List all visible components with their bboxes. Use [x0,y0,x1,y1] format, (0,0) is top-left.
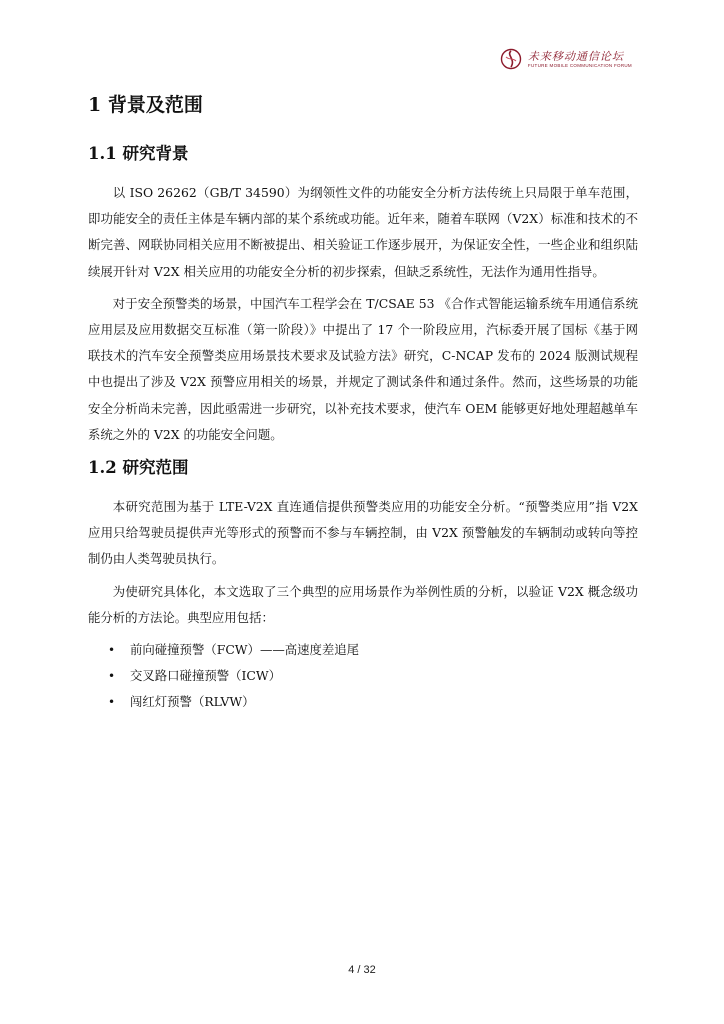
bullet-icon: • [108,643,116,658]
list-item-text: 闯红灯预警（RLVW） [130,694,255,710]
list-item [88,663,638,689]
logo-english-name: FUTURE MOBILE COMMUNICATION FORUM [527,62,632,68]
scope-paragraph-1: 本研究范围为基于 LTE-V2X 直连通信提供预警类应用的功能安全分析。“预警类应用”指 V2X 应用只给驾驶员提供声光等形式的预警而不参与车辆控制，由 V2X 预警触发的车辆制动或转向等控制仍由人类驾驶员执行。 [88,499,638,567]
forum-logo [500,48,632,70]
list-item-text: 前向碰撞预警（FCW）——高速度差追尾 [130,642,360,658]
typical-applications-list [88,637,638,715]
background-paragraph-2: 对于安全预警类的场景，中国汽车工程学会在 T/CSAE 53 《合作式智能运输系统车用通信系统应用层及应用数据交互标准（第一阶段）》中提出了 17 个一阶段应用，汽标委开展了国标《基于网联技术的汽车安全预警类应用场景技术要求及试验方法》研究，C-NCAP 发布的 2024 版测试规程中也提出了涉及 V2X 预警应用相关的场景，并规定了测试条件和通过条件。然而，这些场景的功能安全分析尚未完善，因此亟需进一步研究，以补充技术要求，使汽车 OEM 能够更好地处理超越单车系统之外的 V2X 的功能安全问题。 [88,295,638,442]
bullet-icon: • [108,669,116,684]
forum-logo-icon [500,48,522,70]
list-item-text: 交叉路口碰撞预警（ICW） [130,668,282,684]
scope-paragraph-2: 为使研究具体化，本文选取了三个典型的应用场景作为举例性质的分析，以验证 V2X 概念级功能分析的方法论。典型应用包括： [88,583,638,625]
list-item [88,637,638,663]
section-title: 1 背景及范围 [88,94,203,116]
subsection-title-scope: 1.2 研究范围 [88,458,189,478]
logo-chinese-name: 未来移动通信论坛 [527,49,624,63]
background-paragraph-1: 以 ISO 26262（GB/T 34590）为纲领性文件的功能安全分析方法传统上只局限于单车范围，即功能安全的责任主体是车辆内部的某个系统或功能。近年来，随着车联网（V2X）标准和技术的不断完善、网联协同相关应用不断被提出、相关验证工作逐步展开，为保证安全性，一些企业和组织陆续展开针对 V2X 相关应用的功能安全分析的初步探索，但缺乏系统性，无法作为通用性指导。 [88,185,638,279]
document-body [88,92,638,715]
subsection-title-background: 1.1 研究背景 [88,144,189,163]
bullet-icon: • [108,695,116,710]
list-item [88,689,638,715]
page-number: 4 / 32 [348,964,376,976]
